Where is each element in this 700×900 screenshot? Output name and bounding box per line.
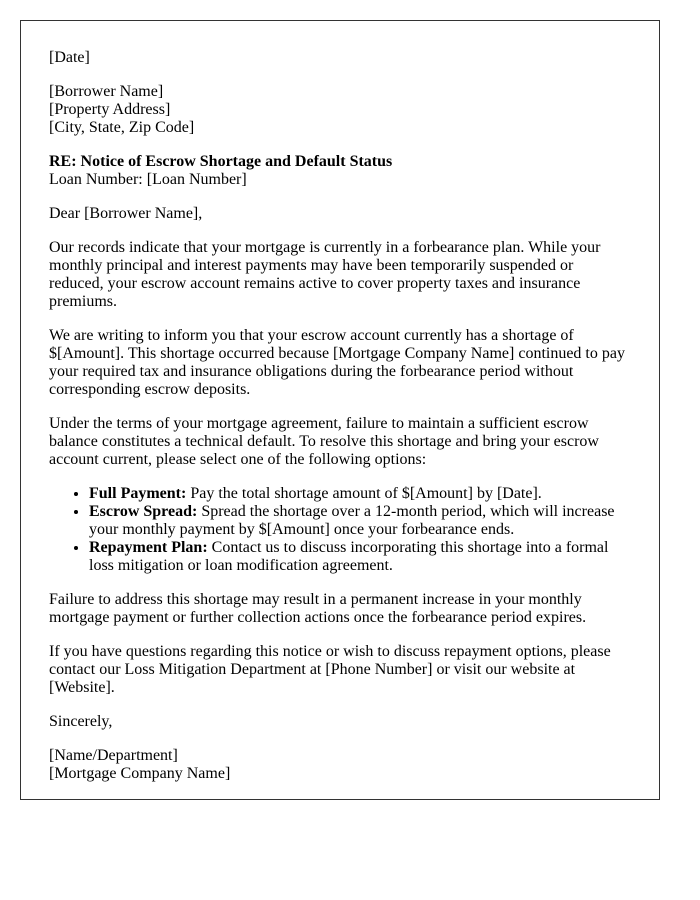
option-text: Pay the total shortage amount of $[Amount] by [Date]. <box>186 485 542 502</box>
option-full-payment <box>89 485 631 503</box>
paragraph-shortage: We are writing to inform you that your escrow account currently has a shortage of $[Amount]. This shortage occurred because [Mortgage Company Name] continued to pay your required tax and insurance obligations during the forbearance period without corresponding escrow deposits. <box>49 327 625 398</box>
signature-name-department: [Name/Department] <box>49 747 178 764</box>
recipient-city-state-zip: [City, State, Zip Code] <box>49 119 195 136</box>
option-label: Repayment Plan: <box>89 539 208 556</box>
option-label: Escrow Spread: <box>89 503 198 520</box>
option-text: Spread the shortage over a 12-month period, which will increase your monthly payment by $[Amount] once your forbearance ends. <box>89 503 615 538</box>
letter-container <box>20 20 660 800</box>
paragraph-forbearance: Our records indicate that your mortgage is currently in a forbearance plan. While your monthly principal and interest payments may have been temporarily suspended or reduced, your escrow account remains active to cover property taxes and insurance premiums. <box>49 239 601 310</box>
recipient-block <box>49 83 631 137</box>
recipient-name: [Borrower Name] <box>49 83 164 100</box>
signature-company: [Mortgage Company Name] <box>49 765 231 782</box>
paragraph-default: Under the terms of your mortgage agreement, failure to maintain a sufficient escrow balance constitutes a technical default. To resolve this shortage and bring your escrow account current, please select one of the following options: <box>49 415 599 468</box>
option-repayment-plan <box>89 539 631 575</box>
subject-block <box>49 153 631 189</box>
option-escrow-spread <box>89 503 631 539</box>
paragraph-consequences: Failure to address this shortage may result in a permanent increase in your monthly mortgage payment or further collection actions once the forbearance period expires. <box>49 591 587 626</box>
loan-number-line: Loan Number: [Loan Number] <box>49 171 247 188</box>
salutation: Dear [Borrower Name], <box>49 205 203 222</box>
option-text: Contact us to discuss incorporating this shortage into a formal loss mitigation or loan modification agreement. <box>89 539 609 574</box>
paragraph-contact: If you have questions regarding this notice or wish to discuss repayment options, please contact our Loss Mitigation Department at [Phone Number] or visit our website at [Website]. <box>49 643 611 696</box>
recipient-address: [Property Address] <box>49 101 171 118</box>
options-list <box>49 485 631 575</box>
subject-line: RE: Notice of Escrow Shortage and Default Status <box>49 153 393 170</box>
signoff: Sincerely, <box>49 713 113 730</box>
letter-date: [Date] <box>49 49 90 66</box>
option-label: Full Payment: <box>89 485 187 502</box>
signature-block <box>49 747 631 783</box>
